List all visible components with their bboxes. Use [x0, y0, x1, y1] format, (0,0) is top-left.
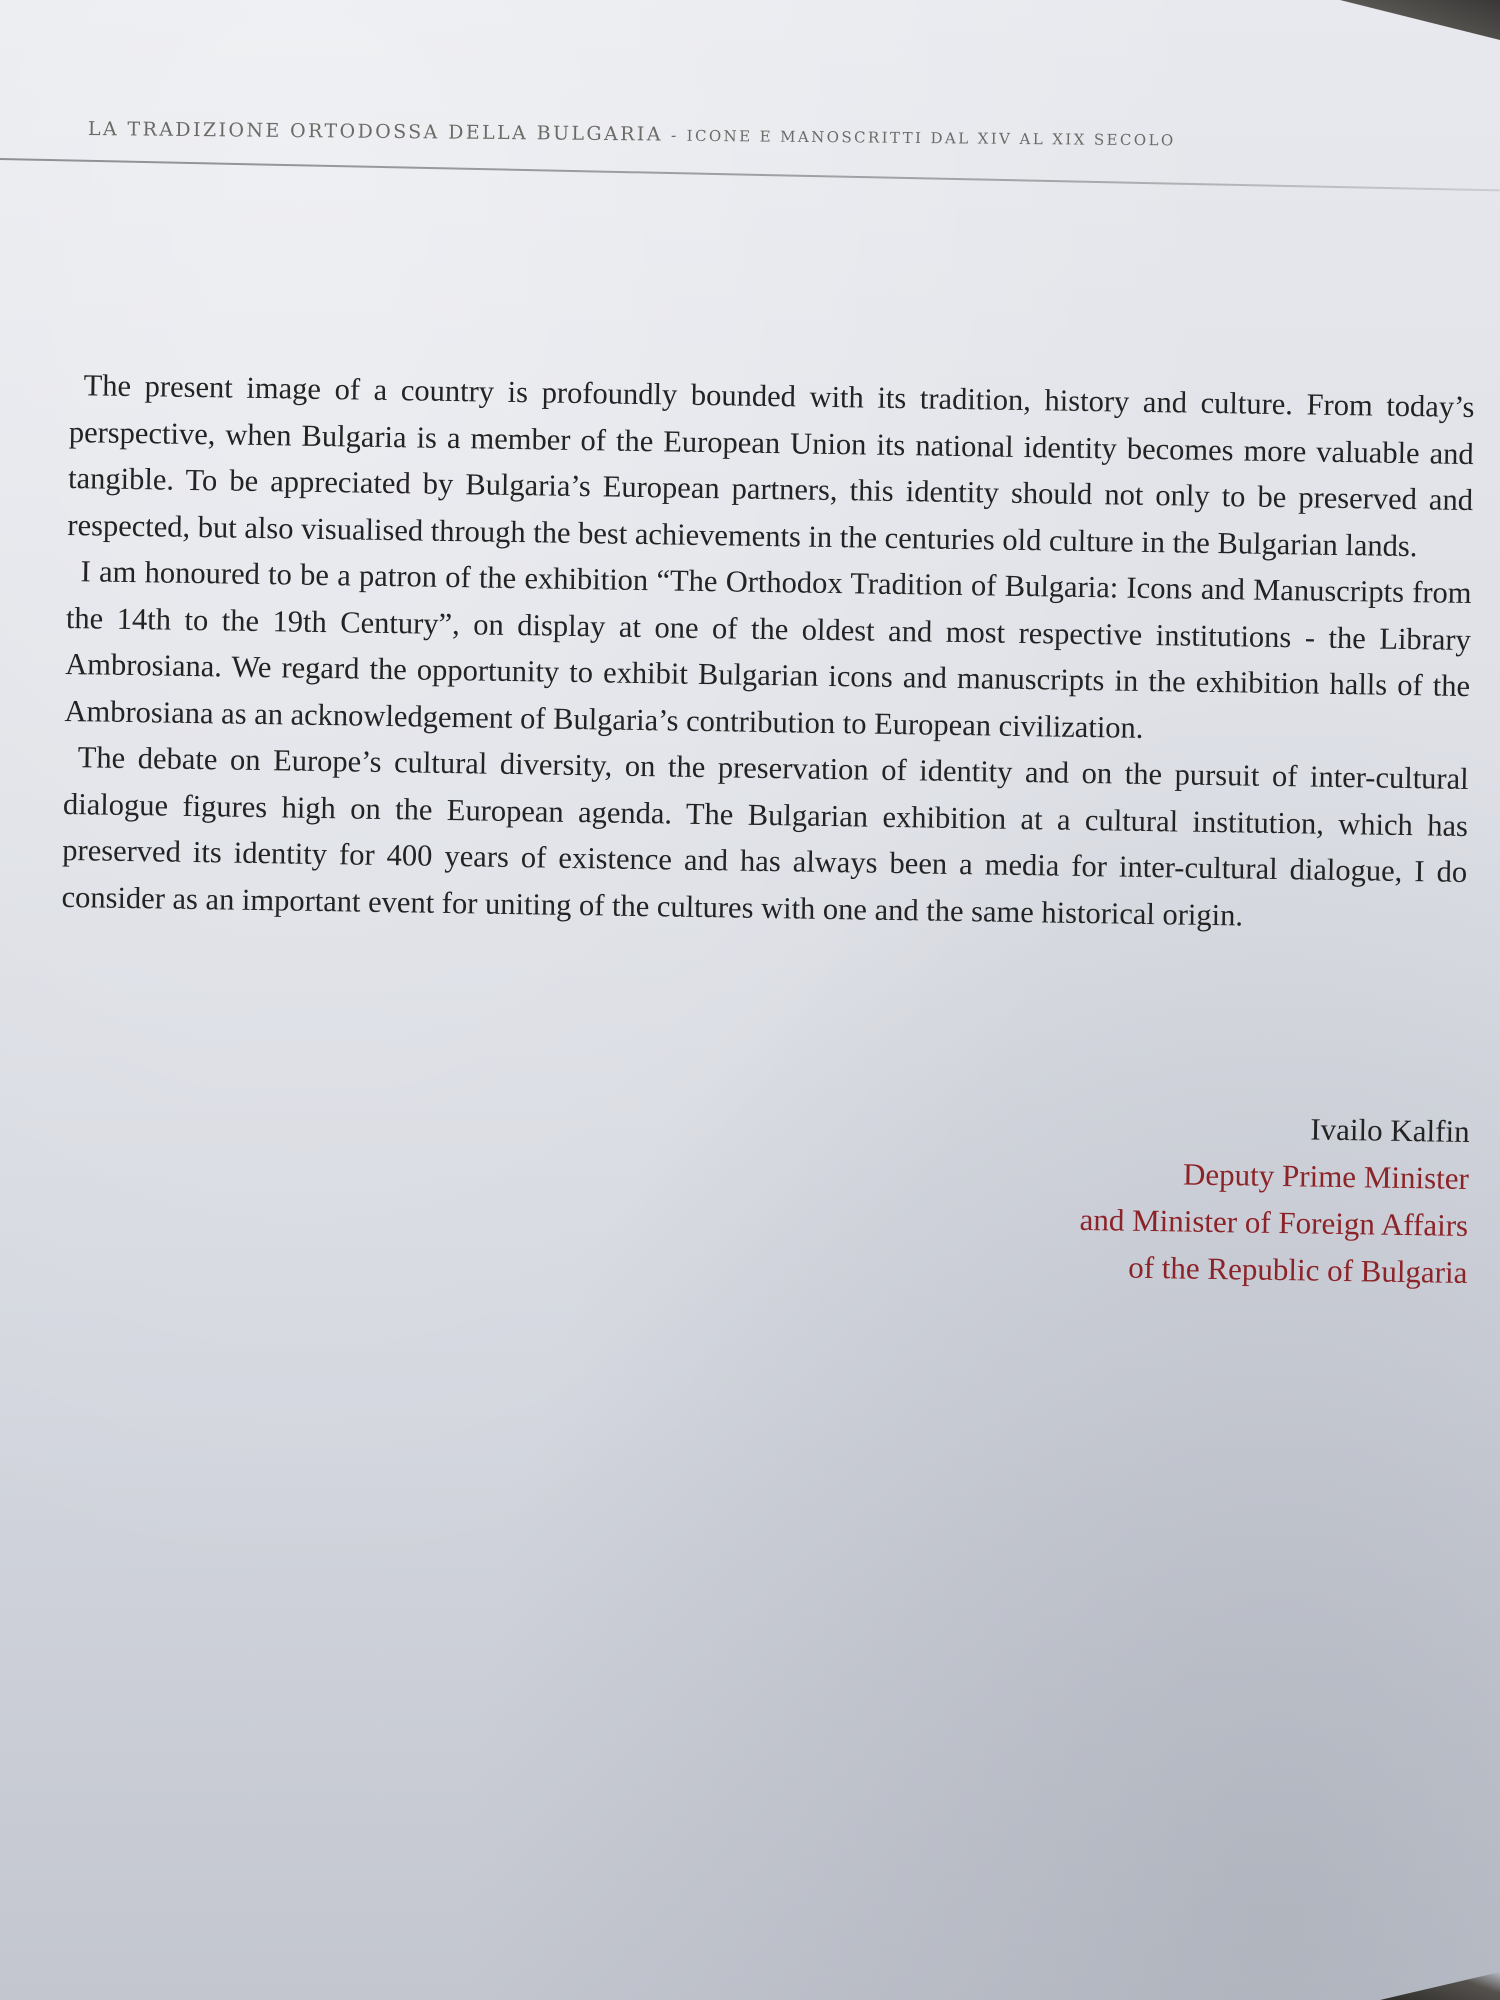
body-text [61, 362, 1475, 942]
signatory-name: Ivailo Kalfin [1310, 1111, 1470, 1149]
signatory-title-line: Deputy Prime Minister [1182, 1156, 1470, 1196]
running-header [88, 118, 1428, 153]
header-subtitle: ICONE E MANOSCRITTI DAL XIV AL XIX SECOLO [686, 126, 1176, 150]
paragraph: I am honoured to be a patron of the exhibition “The Orthodox Tradition of Bulgaria: Icons and Manuscripts from the 14th to the 19th Century”, on display at one of the oldest and most respective institutions - the Library Ambrosiana. We regard the opportunity to exhibit Bulgarian icons and manuscripts in the exhibition halls of the Ambrosiana as an acknowledgement of Bulgaria’s contribution to European civilization. [64, 554, 1472, 745]
header-title: LA TRADIZIONE ORTODOSSA DELLA BULGARIA [87, 118, 664, 146]
signatory-title-line: and Minister of Foreign Affairs [1079, 1201, 1469, 1243]
paragraph: The present image of a country is profoundly bounded with its tradition, history and culture. From today’s perspective, when Bulgaria is a member of the European Union its national identity becomes more valuable and tangible. To be appreciated by Bulgaria’s European partners, this identity should not only to be preserved and respected, but also visualised through the best achievements in the centuries old culture in the Bulgarian lands. [67, 368, 1475, 563]
header-separator: - [670, 125, 679, 145]
header-rule [0, 158, 1500, 191]
table-corner-top [1340, 0, 1500, 40]
table-corner-bottom [1380, 1972, 1500, 2000]
signature-block [867, 1099, 1470, 1296]
paragraph: The debate on Europe’s cultural diversity, on the preservation of identity and on the pursuit of inter-cultural dialogue figures high on the European agenda. The Bulgarian exhibition at a cultural institution, which has preserved its identity for 400 years of existence and has always been a media for inter-cultural dialogue, I do consider as an important event for uniting of the cultures with one and the same historical origin. [61, 740, 1469, 932]
signatory-title-line: of the Republic of Bulgaria [1127, 1249, 1468, 1290]
